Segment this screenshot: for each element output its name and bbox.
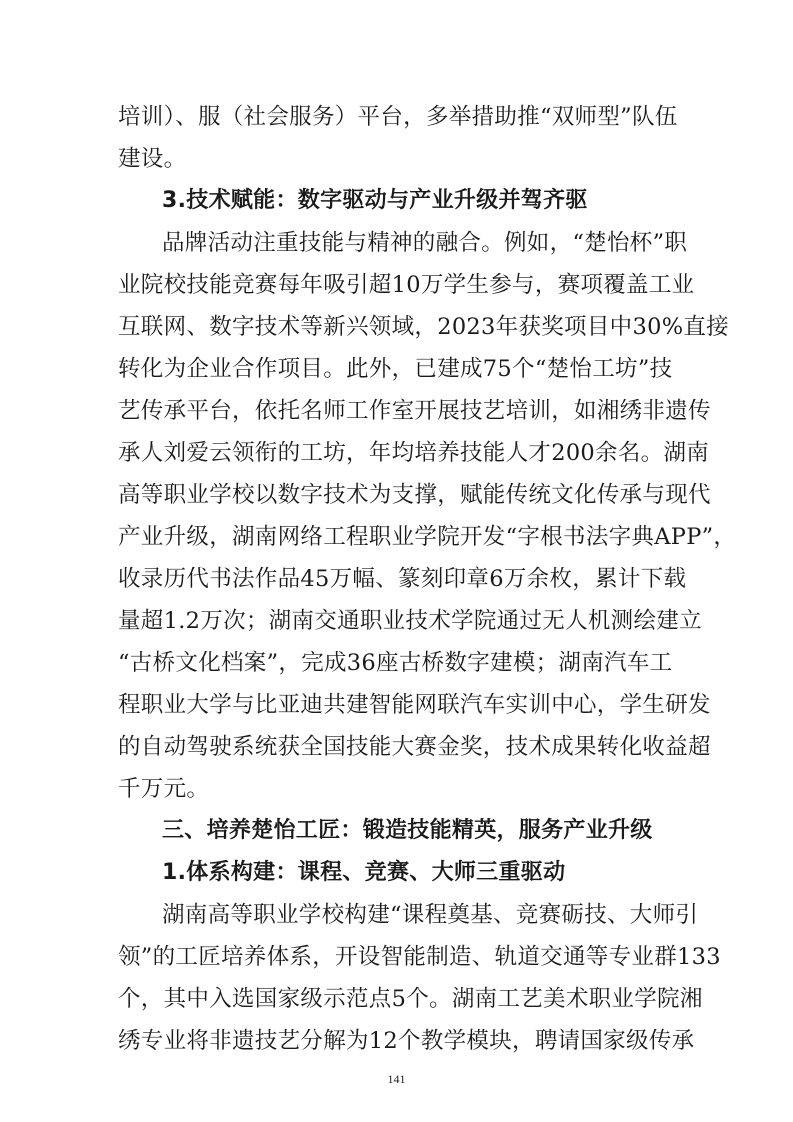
paragraph-line: 程职业大学与比亚迪共建智能网联汽车实训中心，学生研发 [118,692,711,718]
paragraph-line: 领”的工匠培养体系，开设智能制造、轨道交通等专业群133 [118,944,721,970]
paragraph-line: 产业升级，湖南网络工程职业学院开发“字根书法字典APP”， [118,524,737,550]
paragraph-line: 品牌活动注重技能与精神的融合。例如，“楚怡杯”职 [162,230,688,256]
paragraph-line: 培训）、服（社会服务）平台，多举措助推“双师型”队伍 [118,104,678,130]
paragraph-line: 高等职业学校以数字技术为支撑，赋能传统文化传承与现代 [118,482,711,508]
subsection-heading-3: 3.技术赋能：数字驱动与产业升级并驾齐驱 [162,188,588,213]
paragraph-line: 艺传承平台，依托名师工作室开展技艺培训，如湘绣非遗传 [118,398,711,424]
paragraph-line: 转化为企业合作项目。此外，已建成75个“楚怡工坊”技 [118,356,673,382]
paragraph-line: “古桥文化档案”，完成36座古桥数字建模；湖南汽车工 [118,650,673,676]
paragraph-line: 的自动驾驶系统获全国技能大赛金奖，技术成果转化收益超 [118,734,711,760]
paragraph-line: 湖南高等职业学校构建“课程奠基、竞赛砺技、大师引 [162,902,699,928]
page-number: 141 [387,1072,406,1086]
paragraph-line: 建设。 [118,146,187,172]
paragraph-line: 千万元。 [118,776,210,802]
paragraph-line: 绣专业将非遗技艺分解为12个教学模块，聘请国家级传承 [118,1028,695,1054]
paragraph-line: 量超1.2万次；湖南交通职业技术学院通过无人机测绘建立 [118,608,702,634]
paragraph-line: 承人刘爱云领衔的工坊，年均培养技能人才200余名。湖南 [118,440,710,466]
paragraph-line: 互联网、数字技术等新兴领域，2023年获奖项目中30%直接 [118,314,729,340]
subsection-heading-1: 1.体系构建：课程、竞赛、大师三重驱动 [162,860,566,885]
paragraph-line: 收录历代书法作品45万幅、篆刻印章6万余枚，累计下载 [118,566,687,592]
paragraph-line: 个，其中入选国家级示范点5个。湖南工艺美术职业学院湘 [118,986,703,1012]
paragraph-line: 业院校技能竞赛每年吸引超10万学生参与，赛项覆盖工业 [118,272,695,298]
section-heading-3: 三、培养楚怡工匠：锻造技能精英，服务产业升级 [162,818,653,843]
